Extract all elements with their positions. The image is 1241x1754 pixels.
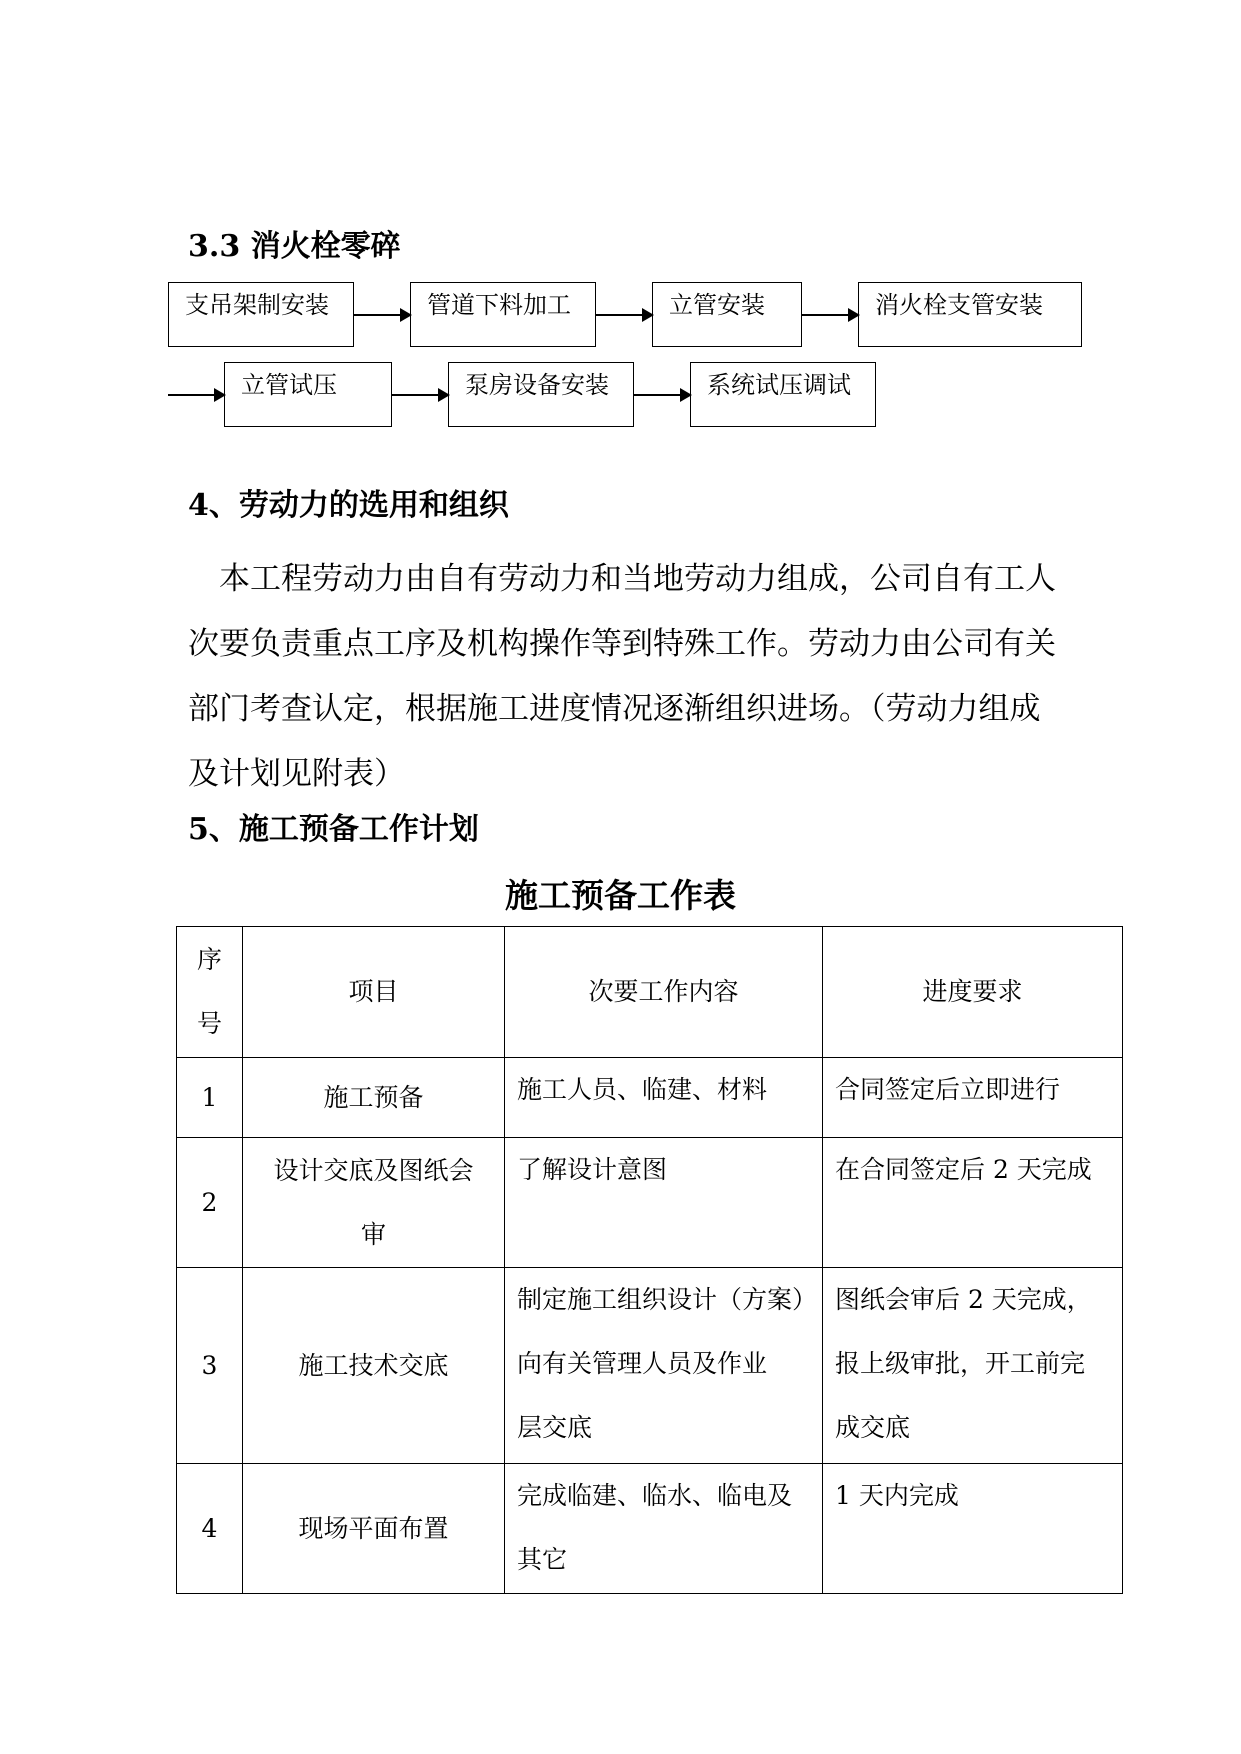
row-content: 了解设计意图	[505, 1138, 823, 1268]
table-header-row	[177, 927, 1123, 1058]
flow-arrow	[392, 394, 448, 396]
paragraph-line: 次要负责重点工序及机构操作等到特殊工作。劳动力由公司有关	[188, 626, 1056, 662]
flow-step-riser-install: 立管安装	[652, 282, 802, 347]
header-item: 项目	[243, 927, 505, 1058]
row-schedule: 1 天内完成	[823, 1464, 1123, 1594]
paragraph-line: 及计划见附表）	[188, 756, 405, 792]
row-content: 制定施工组织设计（方案） 向有关管理人员及作业 层交底	[505, 1268, 823, 1464]
flow-step-bracket-install: 支吊架制安装	[168, 282, 354, 347]
header-schedule: 进度要求	[823, 927, 1123, 1058]
section-5-heading: 5、施工预备工作计划	[188, 812, 479, 847]
row-content: 完成临建、临水、临电及 其它	[505, 1464, 823, 1594]
row-seq: 2	[177, 1138, 243, 1268]
flow-step-riser-pressure-test: 立管试压	[224, 362, 392, 427]
row-content: 施工人员、临建、材料	[505, 1058, 823, 1138]
flow-step-pipe-cutting: 管道下料加工	[410, 282, 596, 347]
row-item: 设计交底及图纸会 审	[243, 1138, 505, 1268]
row-seq: 3	[177, 1268, 243, 1464]
table-row	[177, 1464, 1123, 1594]
flow-step-system-test: 系统试压调试	[690, 362, 876, 427]
flow-arrow	[596, 314, 652, 316]
row-seq: 1	[177, 1058, 243, 1138]
flow-arrow	[634, 394, 690, 396]
table-row	[177, 1268, 1123, 1464]
row-schedule: 在合同签定后 2 天完成	[823, 1138, 1123, 1268]
section-3-3-heading: 3.3 消火栓零碎	[188, 229, 401, 264]
preparation-table	[176, 926, 1123, 1594]
header-seq: 序 号	[177, 927, 243, 1058]
row-item: 施工预备	[243, 1058, 505, 1138]
flow-arrow	[168, 394, 224, 396]
row-schedule: 合同签定后立即进行	[823, 1058, 1123, 1138]
flow-arrow	[354, 314, 410, 316]
paragraph-line: 部门考查认定，根据施工进度情况逐渐组织进场。（劳动力组成	[188, 691, 1041, 727]
section-4-heading: 4、劳动力的选用和组织	[188, 488, 509, 523]
header-content: 次要工作内容	[505, 927, 823, 1058]
row-schedule: 图纸会审后 2 天完成， 报上级审批，开工前完 成交底	[823, 1268, 1123, 1464]
row-seq: 4	[177, 1464, 243, 1594]
table-title: 施工预备工作表	[505, 876, 736, 915]
row-item: 现场平面布置	[243, 1464, 505, 1594]
table-row	[177, 1058, 1123, 1138]
paragraph-line: 本工程劳动力由自有劳动力和当地劳动力组成，公司自有工人	[219, 561, 1056, 597]
labor-paragraph	[188, 547, 1068, 807]
row-item: 施工技术交底	[243, 1268, 505, 1464]
table-row	[177, 1138, 1123, 1268]
flow-arrow	[802, 314, 858, 316]
flow-step-hydrant-branch-install: 消火栓支管安装	[858, 282, 1082, 347]
flow-step-pump-room-install: 泵房设备安装	[448, 362, 634, 427]
